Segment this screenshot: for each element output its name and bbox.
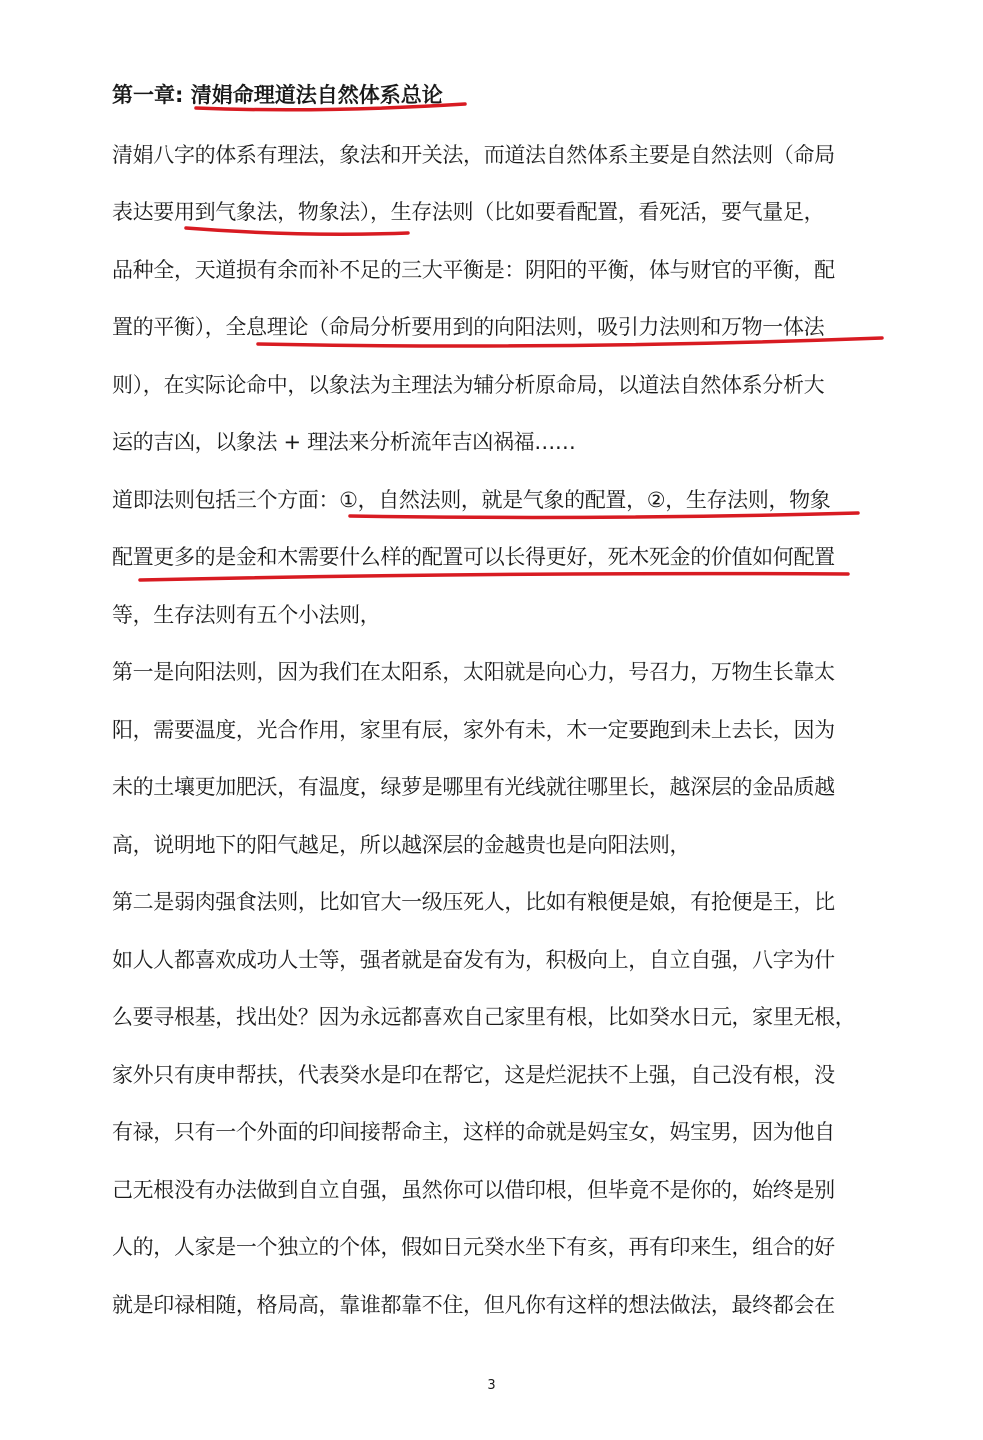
page-number: 3	[487, 1378, 496, 1393]
heading-colon: :	[175, 83, 184, 107]
paragraph-line: 阳，需要温度，光合作用，家里有辰，家外有未，木一定要跑到未上去长，因为	[112, 718, 835, 742]
underline-config	[140, 574, 848, 580]
paragraph-line: 高，说明地下的阳气越足，所以越深层的金越贵也是向阳法则，	[112, 833, 691, 857]
paragraph-line: 第二是弱肉强食法则，比如官大一级压死人，比如有粮便是娘，有抢便是王，比	[112, 890, 835, 914]
paragraph-line: 品种全，天道损有余而补不足的三大平衡是：阴阳的平衡，体与财官的平衡，配	[112, 258, 835, 282]
paragraph-line: 如人人都喜欢成功人士等，强者就是奋发有为，积极向上，自立自强，八字为什	[112, 948, 835, 972]
paragraph-line: 置的平衡），全息理论（命局分析要用到的向阳法则，吸引力法则和万物一体法	[112, 315, 825, 339]
paragraph-line: 家外只有庚申帮扶，代表癸水是印在帮它，这是烂泥扶不上强，自己没有根，没	[112, 1063, 835, 1087]
chapter-title: 清娟命理道法自然体系总论	[190, 83, 443, 107]
paragraph-line: 就是印禄相随，格局高，靠谁都靠不住，但凡你有这样的想法做法，最终都会在	[112, 1293, 835, 1317]
chapter-heading	[112, 80, 872, 110]
paragraph-line: 配置更多的是金和木需要什么样的配置可以长得更好，死木死金的价值如何配置	[112, 545, 835, 569]
paragraph-line: 运的吉凶，以象法 + 理法来分析流年吉凶祸福……	[112, 430, 576, 454]
paragraph-line: 未的土壤更加肥沃，有温度，绿萝是哪里有光线就往哪里长，越深层的金品质越	[112, 775, 835, 799]
paragraph-line: 有禄，只有一个外面的印间接帮命主，这样的命就是妈宝女，妈宝男，因为他自	[112, 1120, 835, 1144]
paragraph-line: 第一是向阳法则，因为我们在太阳系，太阳就是向心力，号召力，万物生长靠太	[112, 660, 835, 684]
paragraph-line: 么要寻根基，找出处？因为永远都喜欢自己家里有根，比如癸水日元，家里无根，	[112, 1005, 856, 1029]
paragraph-line: 人的，人家是一个独立的个体，假如日元癸水坐下有亥，再有印来生，组合的好	[112, 1235, 835, 1259]
paragraph-line: 己无根没有办法做到自立自强，虽然你可以借印根，但毕竟不是你的，始终是别	[112, 1178, 835, 1202]
underline-weather-object	[186, 228, 408, 234]
paragraph-line: 道即法则包括三个方面：①，自然法则，就是气象的配置，②，生存法则，物象	[112, 488, 831, 512]
paragraph-line: 清娟八字的体系有理法，象法和开关法，而道法自然体系主要是自然法则（命局	[112, 143, 835, 167]
paragraph-line: 表达要用到气象法，物象法），生存法则（比如要看配置，看死活，要气量足，	[112, 200, 825, 224]
paragraph-line: 等，生存法则有五个小法则，	[112, 603, 381, 627]
paragraph-line: 则），在实际论命中，以象法为主理法为辅分析原命局，以道法自然体系分析大	[112, 373, 825, 397]
chapter-number: 第一章	[112, 83, 175, 107]
